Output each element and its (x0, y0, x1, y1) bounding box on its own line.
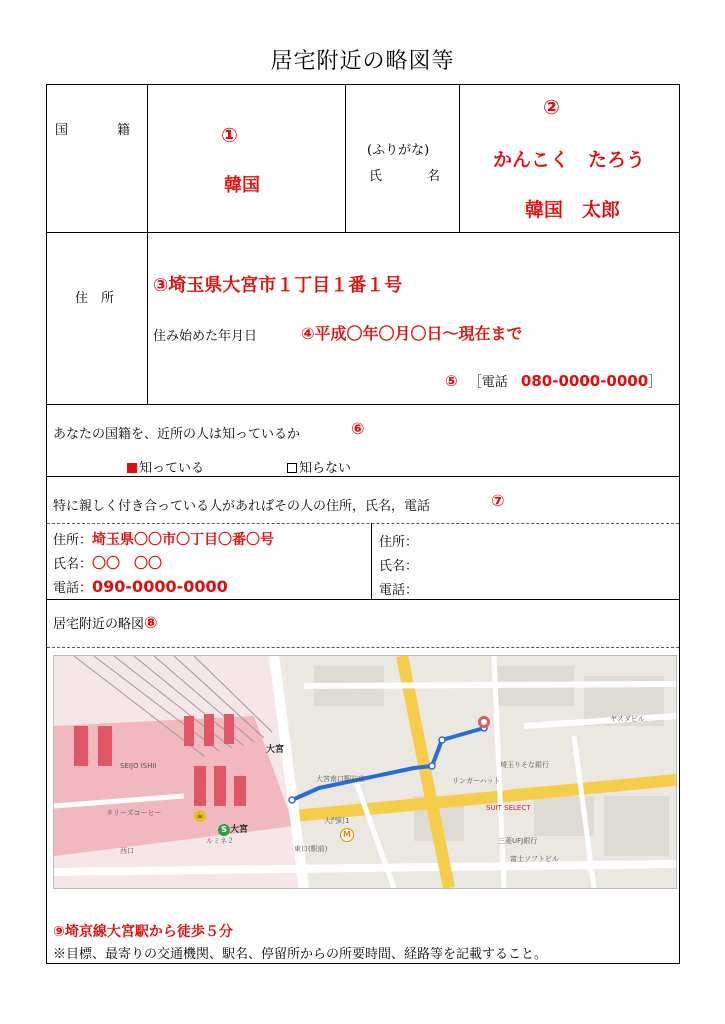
divider (47, 404, 679, 405)
unchecked-box-icon (287, 463, 297, 473)
name-value: 韓国 太郎 (525, 199, 621, 221)
registration-form (46, 84, 680, 964)
divider (345, 85, 346, 232)
contact-left-name: 氏名：〇〇 〇〇 (53, 556, 163, 572)
phone-line (445, 371, 661, 390)
restaurant-pin-icon: M (340, 828, 354, 842)
marker-2: ② (543, 95, 560, 119)
contact-left-address: 住所：埼玉県〇〇市〇丁目〇番〇号 (53, 532, 275, 548)
option-no[interactable]: 知らない (287, 457, 351, 476)
address-value: ③埼玉県大宮市１丁目１番１号 (153, 275, 403, 296)
nationality-value: 韓国 (224, 175, 260, 196)
name-label-2: 名 (427, 169, 441, 184)
map-label-ringer: リンガーハット (452, 777, 501, 785)
map-label-station-2: 大宮 (230, 825, 249, 835)
map-label-seijo: SEIJO ISHII (120, 762, 157, 770)
map-label-nishiguchi: 西口 (120, 847, 134, 855)
destination-pin-icon: ● (478, 716, 490, 728)
contact-right-phone-label: 電話： (379, 583, 419, 598)
phone-close: ］ (648, 375, 662, 390)
option-yes[interactable]: 知っている (127, 457, 204, 476)
contacts-question: 特に親しく付き合っている人があればその人の住所，氏名，電話 (53, 499, 431, 514)
since-value: ④平成〇年〇月〇日～現在まで (301, 324, 523, 343)
page-title: 居宅附近の略図等 (270, 49, 455, 74)
coffee-pin-icon: ☕ (194, 810, 206, 822)
since-label: 住み始めた年月日 (153, 329, 258, 344)
station-pin-icon: S (218, 824, 230, 836)
nationality-label-2: 籍 (117, 123, 131, 138)
map-label-station: 大宮 (266, 745, 285, 755)
checked-box-icon (127, 463, 137, 473)
divider (459, 85, 460, 232)
map-label-tullys: タリーズコーヒー (106, 809, 162, 817)
divider (147, 232, 148, 404)
name-label-1: 氏 (369, 169, 383, 184)
divider (47, 476, 679, 477)
map-label-fujisoft: 富士ソフトビル (510, 855, 559, 863)
phone-value: 080-0000-0000 (520, 372, 649, 390)
map-label-lumine: ルミネ２ (206, 837, 234, 845)
route-text: ⑨埼京線大宮駅から徒歩５分 (53, 924, 233, 940)
marker-5: ⑤ (445, 372, 458, 390)
divider (47, 232, 679, 233)
contact-right-address-label: 住所： (379, 535, 419, 550)
map-note: ※目標、最寄りの交通機関、駅名、停留所からの所要時間、経路等を記載すること。 (53, 947, 548, 962)
map-label-resona: 埼玉りそな銀行 (500, 761, 549, 769)
divider (371, 523, 372, 599)
phone-label: ［電話 (468, 375, 508, 390)
map-label-suit-select: SUIT SELECT (486, 804, 531, 812)
divider (147, 85, 148, 232)
marker-1: ① (221, 123, 238, 147)
address-label: 住 所 (75, 291, 115, 306)
map-label-omiya-south: 大宮南口駅前店 (316, 775, 365, 783)
dashed-divider (47, 523, 679, 524)
divider (47, 599, 679, 600)
name-furigana: かんこく たろう (493, 149, 646, 171)
map-label-mufg: 三菱UFJ銀行 (498, 837, 538, 845)
contact-left-phone: 電話：090-0000-0000 (53, 577, 228, 596)
map-label-yasuda: ヤスダビル (610, 715, 645, 723)
nationality-label-1: 国 (55, 123, 69, 138)
contact-right-name-label: 氏名： (379, 559, 419, 574)
area-map (53, 655, 677, 889)
dashed-divider (47, 647, 679, 648)
map-label-higashiguchi: 東口(駅前) (294, 845, 328, 853)
map-label-daimoncho: 大門町1 (324, 817, 350, 825)
map-graphic (54, 656, 676, 888)
marker-7: ⑦ (491, 491, 505, 510)
marker-6: ⑥ (351, 419, 365, 438)
neighbors-question: あなたの国籍を、近所の人は知っているか (53, 427, 301, 442)
map-section-label: 居宅附近の略図⑧ (53, 613, 158, 632)
furigana-label: (ふりがな) (367, 143, 430, 158)
